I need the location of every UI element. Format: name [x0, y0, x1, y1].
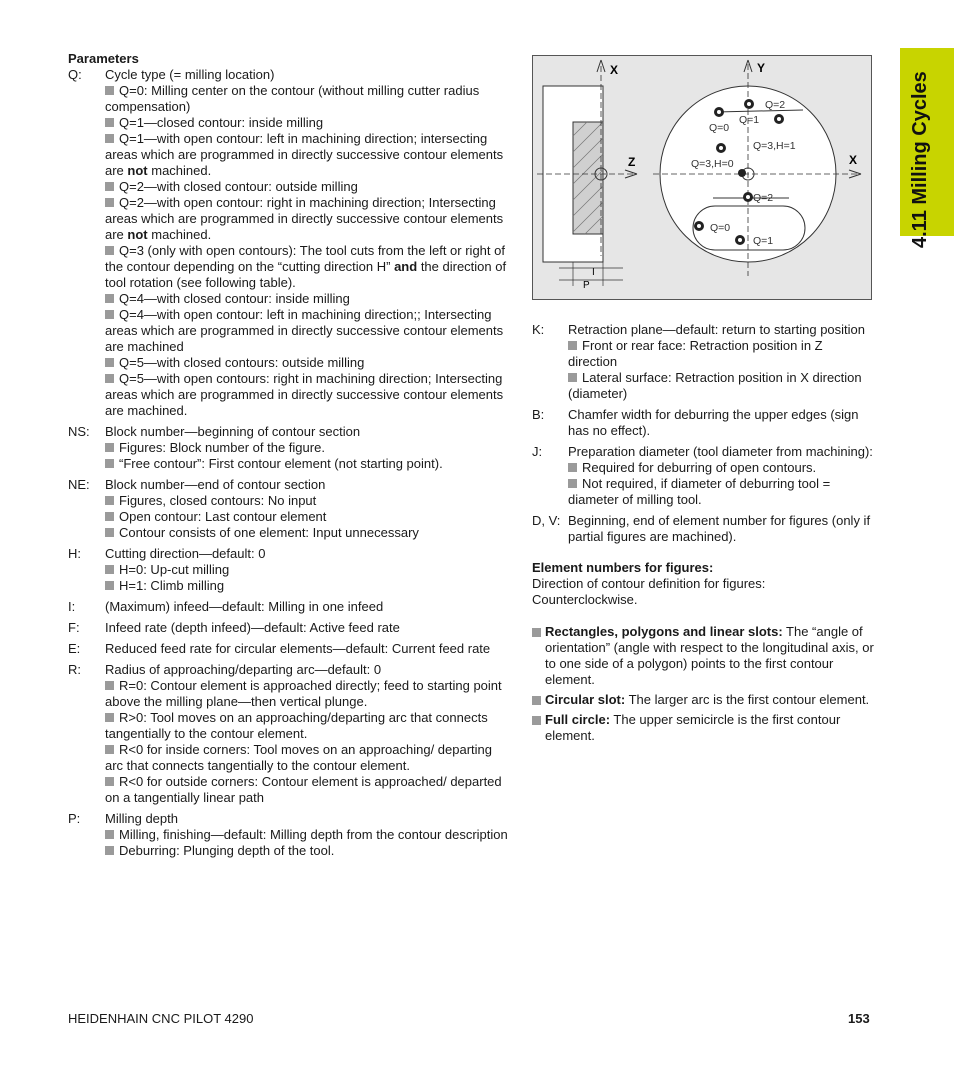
item-text: Q=4—with closed contour: inside milling — [119, 291, 350, 306]
param-item-0 — [105, 493, 513, 509]
bullet-square-icon — [532, 628, 541, 637]
item-text: Contour consists of one element: Input unnecessary — [119, 525, 419, 540]
param-item-1 — [105, 115, 513, 131]
element-numbers-text: Direction of contour definition for figures: Counterclockwise. — [532, 576, 766, 607]
param-item-3 — [105, 179, 513, 195]
axis-y-label: Y — [757, 61, 766, 75]
bullet-square-icon — [105, 496, 114, 505]
bullet-desc: The larger arc is the first contour element. — [625, 692, 870, 707]
item-text: Q=2—with closed contour: outside milling — [119, 179, 358, 194]
param-key: Q: — [68, 67, 82, 82]
dim-i-label: I — [592, 267, 595, 278]
item-text: Q=5—with open contours: right in machining direction; Intersecting areas which are programmed in directly successive contour elements are machined. — [105, 371, 504, 418]
item-text: Open contour: Last contour element — [119, 509, 327, 524]
label-q1-top: Q=1 — [739, 114, 760, 126]
chapter-title: 4.11 Milling Cycles — [909, 71, 931, 248]
param-item-9 — [105, 371, 513, 419]
item-text: Q=3 (only with open contours): The tool cuts from the left or right of the contour depending on the “cutting direction H” — [105, 243, 505, 274]
item-text: H=1: Climb milling — [119, 578, 225, 593]
param-item-1 — [105, 456, 513, 472]
param-key: NE: — [68, 477, 90, 492]
label-q1-slot: Q=1 — [753, 235, 774, 247]
label-q3h1: Q=3,H=1 — [753, 140, 796, 152]
param-h — [68, 546, 513, 594]
bullet-square-icon — [105, 512, 114, 521]
emphasis-text: not — [127, 227, 148, 242]
param-body — [105, 424, 513, 472]
param-item-2 — [105, 742, 513, 774]
bullet-bold: Circular slot: — [545, 692, 626, 707]
item-text: R<0 for inside corners: Tool moves on an approaching/ departing arc that connects tangentially to the contour element. — [105, 742, 493, 773]
element-bullet-2 — [532, 712, 874, 744]
param-body — [105, 662, 513, 806]
param-k — [532, 322, 874, 402]
emphasis-text: not — [127, 163, 148, 178]
bullet-square-icon — [105, 581, 114, 590]
param-body — [568, 322, 874, 402]
param-item-1 — [105, 578, 513, 594]
left-column — [68, 51, 513, 864]
param-f — [68, 620, 513, 636]
param-key: P: — [68, 811, 81, 826]
param-item-2 — [105, 131, 513, 179]
figure-svg — [533, 56, 871, 299]
param-dv — [532, 513, 874, 545]
param-intro: Beginning, end of element number for figures (only if partial figures are machined). — [568, 513, 871, 544]
item-text: Lateral surface: Retraction position in X direction (diameter) — [568, 370, 862, 401]
param-body — [105, 67, 513, 419]
item-text: Figures: Block number of the figure. — [119, 440, 325, 455]
bullet-square-icon — [105, 246, 114, 255]
param-p — [68, 811, 513, 859]
param-item-1 — [105, 710, 513, 742]
bullet-square-icon — [105, 86, 114, 95]
param-intro: Milling depth — [105, 811, 178, 826]
item-text: the direction of tool rotation (see following table). — [105, 259, 507, 290]
param-e — [68, 641, 513, 657]
param-intro: Preparation diameter (tool diameter from machining): — [568, 444, 873, 459]
param-i — [68, 599, 513, 615]
bullet-square-icon — [105, 310, 114, 319]
param-item-1 — [105, 843, 513, 859]
param-item-1 — [568, 476, 874, 508]
param-ns — [68, 424, 513, 472]
param-item-0 — [105, 83, 513, 115]
param-item-8 — [105, 355, 513, 371]
param-item-3 — [105, 774, 513, 806]
param-key: I: — [68, 599, 76, 614]
param-body — [105, 599, 513, 615]
param-r — [68, 662, 513, 806]
bullet-square-icon — [568, 463, 577, 472]
item-text: R=0: Contour element is approached directly; feed to starting point above the milling plane—then vertical plunge. — [105, 678, 502, 709]
bullet-bold: Full circle: — [545, 712, 611, 727]
bullet-desc: The “angle of orientation” (angle with respect to the longitudinal axis, or to one side of a polygon) points to the first contour element. — [545, 624, 874, 687]
right-column — [532, 322, 874, 748]
bullet-square-icon — [568, 341, 577, 350]
param-intro: Radius of approaching/departing arc—default: 0 — [105, 662, 382, 677]
bullet-bold: Rectangles, polygons and linear slots: — [545, 624, 783, 639]
param-intro: Cutting direction—default: 0 — [105, 546, 266, 561]
param-item-0 — [105, 827, 513, 843]
element-bullet-0 — [532, 624, 874, 688]
item-text: Figures, closed contours: No input — [119, 493, 317, 508]
page-number: 153 — [848, 1011, 870, 1026]
bullet-square-icon — [568, 479, 577, 488]
bullet-square-icon — [105, 358, 114, 367]
item-text: Q=1—closed contour: inside milling — [119, 115, 324, 130]
param-intro: Chamfer width for deburring the upper edges (sign has no effect). — [568, 407, 859, 438]
param-item-5 — [105, 243, 513, 291]
param-intro: Block number—beginning of contour section — [105, 424, 361, 439]
item-text: R>0: Tool moves on an approaching/departing arc that connects tangentially to the contour element. — [105, 710, 488, 741]
param-q — [68, 67, 513, 419]
item-text: Front or rear face: Retraction position in Z direction — [568, 338, 823, 369]
param-intro: Block number—end of contour section — [105, 477, 326, 492]
param-item-6 — [105, 291, 513, 307]
bullet-square-icon — [105, 681, 114, 690]
param-item-2 — [105, 525, 513, 541]
label-q3h0: Q=3,H=0 — [691, 158, 734, 170]
param-body — [568, 407, 874, 439]
parameters-heading: Parameters — [68, 51, 139, 66]
bullet-square-icon — [105, 846, 114, 855]
bullet-square-icon — [105, 528, 114, 537]
item-text: Deburring: Plunging depth of the tool. — [119, 843, 335, 858]
bullet-square-icon — [105, 198, 114, 207]
bullet-col — [532, 692, 545, 708]
param-body — [105, 546, 513, 594]
param-body — [105, 641, 513, 657]
param-item-1 — [105, 509, 513, 525]
param-key: D, V: — [532, 513, 561, 528]
param-intro: Infeed rate (depth infeed)—default: Active feed rate — [105, 620, 400, 635]
param-item-0 — [105, 562, 513, 578]
param-item-0 — [105, 678, 513, 710]
param-intro: Retraction plane—default: return to starting position — [568, 322, 866, 337]
item-text: Q=0: Milling center on the contour (without milling cutter radius compensation) — [105, 83, 480, 114]
param-body — [105, 620, 513, 636]
dim-p-label: P — [583, 280, 590, 291]
item-text: Not required, if diameter of deburring tool = diameter of milling tool. — [568, 476, 831, 507]
item-text: “Free contour”: First contour element (not starting point). — [119, 456, 443, 471]
bullet-desc: The upper semicircle is the first contour element. — [545, 712, 841, 743]
param-key: F: — [68, 620, 80, 635]
item-text: machined. — [147, 227, 212, 242]
param-item-4 — [105, 195, 513, 243]
bullet-square-icon — [532, 696, 541, 705]
param-j — [532, 444, 874, 508]
axis-x-right-label: X — [849, 153, 858, 167]
param-body — [105, 477, 513, 541]
item-text: Milling, finishing—default: Milling depth from the contour description — [119, 827, 508, 842]
item-text: Q=5—with closed contours: outside milling — [119, 355, 365, 370]
item-text: Q=4—with open contour: left in machining direction;; Intersecting areas which are programmed in directly successive contour elements are machined — [105, 307, 504, 354]
bullet-square-icon — [105, 745, 114, 754]
param-intro: Cycle type (= milling location) — [105, 67, 275, 82]
emphasis-text: and — [394, 259, 418, 274]
param-body — [568, 444, 874, 508]
param-key: H: — [68, 546, 81, 561]
axis-z-label: Z — [628, 155, 636, 169]
bullet-col — [532, 624, 545, 688]
axis-x-left-label: X — [610, 63, 619, 77]
param-body — [568, 513, 874, 545]
bullet-square-icon — [105, 830, 114, 839]
bullet-square-icon — [105, 459, 114, 468]
param-key: B: — [532, 407, 545, 422]
param-key: R: — [68, 662, 81, 677]
bullet-square-icon — [105, 713, 114, 722]
param-key: E: — [68, 641, 81, 656]
milling-figure — [532, 55, 872, 300]
param-item-0 — [105, 440, 513, 456]
param-body — [105, 811, 513, 859]
label-q2-mid: Q=2 — [753, 192, 774, 204]
bullet-text — [545, 712, 874, 744]
param-key: NS: — [68, 424, 90, 439]
bullet-square-icon — [105, 443, 114, 452]
item-text: H=0: Up-cut milling — [119, 562, 230, 577]
bullet-text — [545, 692, 874, 708]
item-text: Required for deburring of open contours. — [582, 460, 817, 475]
bullet-square-icon — [568, 373, 577, 382]
param-intro: Reduced feed rate for circular elements—default: Current feed rate — [105, 641, 491, 656]
footer-manual-title: HEIDENHAIN CNC PILOT 4290 — [68, 1011, 254, 1026]
bullet-square-icon — [105, 118, 114, 127]
bullet-square-icon — [105, 374, 114, 383]
param-b — [532, 407, 874, 439]
item-text: Q=2—with open contour: right in machining direction; Intersecting areas which are programmed in directly successive contour elements are — [105, 195, 504, 242]
param-item-7 — [105, 307, 513, 355]
param-key: J: — [532, 444, 543, 459]
bullet-square-icon — [105, 777, 114, 786]
bullet-col — [532, 712, 545, 744]
item-text: Q=1—with open contour: left in machining direction; intersecting areas which are programmed in directly successive contour elements are — [105, 131, 504, 178]
item-text: R<0 for outside corners: Contour element is approached/ departed on a tangentially linear path — [105, 774, 502, 805]
bullet-square-icon — [532, 716, 541, 725]
param-ne — [68, 477, 513, 541]
element-numbers-heading: Element numbers for figures: — [532, 560, 714, 575]
label-q0-top: Q=0 — [709, 122, 730, 134]
label-q0-slot: Q=0 — [710, 222, 731, 234]
param-intro: (Maximum) infeed—default: Milling in one infeed — [105, 599, 384, 614]
bullet-square-icon — [105, 565, 114, 574]
param-item-0 — [568, 338, 874, 370]
param-item-1 — [568, 370, 874, 402]
item-text: machined. — [147, 163, 212, 178]
bullet-square-icon — [105, 134, 114, 143]
bullet-square-icon — [105, 294, 114, 303]
param-key: K: — [532, 322, 545, 337]
param-item-0 — [568, 460, 874, 476]
bullet-square-icon — [105, 182, 114, 191]
bullet-text — [545, 624, 874, 688]
element-bullet-1 — [532, 692, 874, 708]
label-q2-top: Q=2 — [765, 99, 786, 111]
